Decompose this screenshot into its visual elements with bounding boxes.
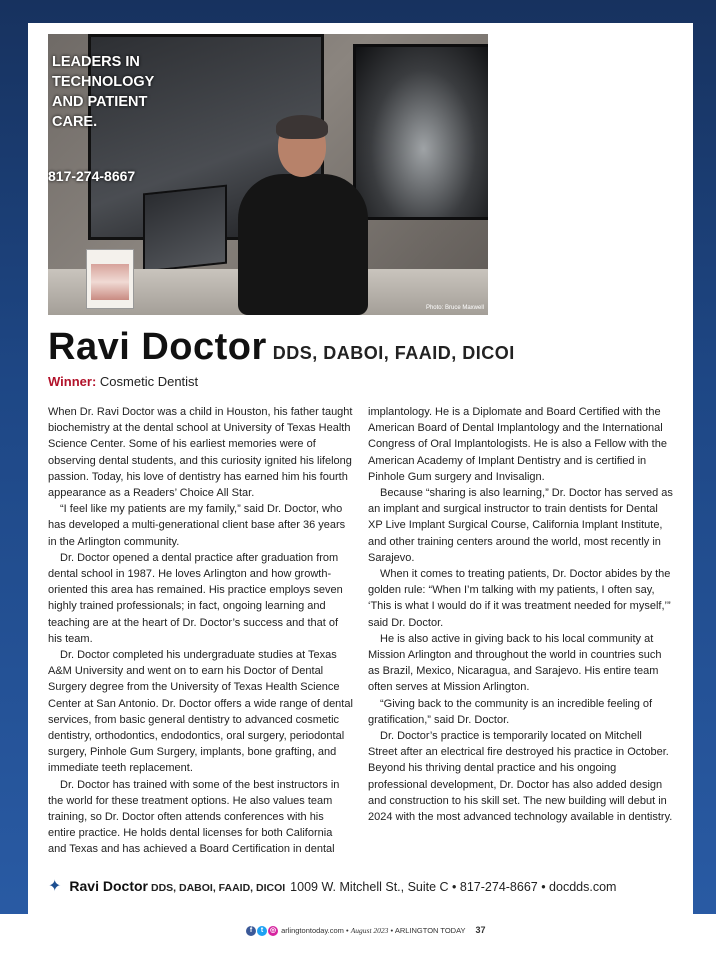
profile-credentials: DDS, DABOI, FAAID, DICOI bbox=[272, 343, 515, 363]
photo-phone: 817-274-8667 bbox=[48, 168, 136, 184]
winner-category: Cosmetic Dentist bbox=[99, 374, 199, 389]
doctor-figure bbox=[238, 119, 368, 315]
article-column-left bbox=[48, 404, 353, 858]
info-card bbox=[86, 249, 134, 309]
star-icon: ✦ bbox=[48, 878, 62, 895]
folio-publication: • ARLINGTON TODAY bbox=[390, 926, 466, 935]
desk-monitor bbox=[143, 185, 227, 273]
photo-credit: Photo: Bruce Maxwell bbox=[425, 305, 484, 311]
paragraph: He is also active in giving back to his local community at Mission Arlington and throughout the world in countries such as Brazil, Mexico, Nicaragua, and Sarajevo. His entire team often serves at Mission Arlington. bbox=[368, 632, 662, 694]
contact-details: 1009 W. Mitchell St., Suite C • 817-274-8667 • docdds.com bbox=[290, 880, 617, 894]
paragraph: Because “sharing is also learning,” Dr. Doctor has served as an implant and surgical instructor to train dentists for Dental XP Live Implant Surgical Course, California Implant Institute, and other training centers around the world, most recently in Sarajevo. bbox=[368, 487, 673, 564]
xray-monitor bbox=[353, 44, 488, 220]
contact-credentials: DDS, DABOI, FAAID, DICOI bbox=[150, 882, 286, 894]
paragraph: Dr. Doctor’s practice is temporarily located on Mitchell Street after an electrical fire destroyed his practice in October. Beyond his thriving dental practice and his ongoing professional development, Dr. Doctor has also added design and construction to his skill set. The new building will debut in 2024 with the most advanced technology available in dentistry. bbox=[368, 730, 673, 824]
winner-label: Winner: bbox=[48, 374, 97, 389]
paragraph: “Giving back to the community is an incredible feeling of gratification,” said Dr. Doctor. bbox=[368, 697, 653, 726]
twitter-icon[interactable]: t bbox=[257, 926, 267, 936]
paragraph: Dr. Doctor opened a dental practice after graduation from dental school in 1987. He loves Arlington and how growth-oriented this area has remained. His practice employs seven highly trained professionals; in fact, ongoing learning and teaching are at the heart of Dr. Doctor’s success and that of his team. bbox=[48, 551, 343, 645]
page-folio bbox=[246, 925, 486, 936]
facebook-icon[interactable]: f bbox=[246, 926, 256, 936]
profile-name: Ravi Doctor bbox=[48, 326, 267, 368]
paragraph: Dr. Doctor completed his undergraduate studies at Texas A&M University and went on to earn his Doctor of Dental Surgery degree from the University of Texas Health Science Center at San Antonio. Dr. Doctor offers a wide range of dental services, from basic general dentistry to advanced cosmetic dentistry, orthodontics, endodontics, oral surgery, periodontal surgery, Pinhole Gum Surgery, implants, bone grafting, and immediate teeth replacement. bbox=[48, 649, 353, 775]
winner-line bbox=[48, 374, 198, 389]
paragraph: implantology. He is a Diplomate and Board Certified with the American Board of Dental Implantology and the International Congress of Oral Implantologists. He is also a Fellow with the American Academy of Implant Dentistry and is certified in Pinhole Gum surgery and Invisalign. bbox=[368, 406, 667, 483]
paragraph: Dr. Doctor has trained with some of the best instructors in the world for these treatment options. He also values team training, so Dr. Doctor often attends conferences with his entire practice. He holds dental licenses for both California and Texas and has achieved a Board Certification in dental bbox=[48, 778, 340, 856]
profile-heading bbox=[48, 326, 515, 369]
contact-name: Ravi Doctor bbox=[69, 878, 148, 894]
folio-site[interactable]: arlingtontoday.com • bbox=[281, 926, 349, 935]
photo-headline: LEADERS IN TECHNOLOGY AND PATIENT CARE. bbox=[52, 54, 155, 130]
paragraph: When Dr. Ravi Doctor was a child in Houston, his father taught biochemistry at the dental school at University of Texas Health Science Center. Some of his earliest memories were of observing dental students, and this curiosity ignited his lifelong passion. Today, his love of dentistry has earned him his fourth appearance as a Readers’ Choice All Star. bbox=[48, 406, 353, 500]
instagram-icon[interactable]: ◎ bbox=[269, 927, 277, 935]
page-number: 37 bbox=[475, 925, 486, 935]
paragraph: “I feel like my patients are my family,” said Dr. Doctor, who has developed a multi-generational client base after 36 years in the Arlington community. bbox=[48, 503, 346, 548]
doctor-photo bbox=[48, 34, 488, 315]
article-column-right bbox=[368, 404, 673, 825]
folio-date: August 2023 bbox=[350, 926, 389, 935]
paragraph: When it comes to treating patients, Dr. Doctor abides by the golden rule: “When I’m talking with my patients, I often say, ‘This is what I would do if it was treatment needed for myself,’” said Dr. Doctor. bbox=[368, 568, 671, 629]
contact-line bbox=[48, 876, 616, 896]
